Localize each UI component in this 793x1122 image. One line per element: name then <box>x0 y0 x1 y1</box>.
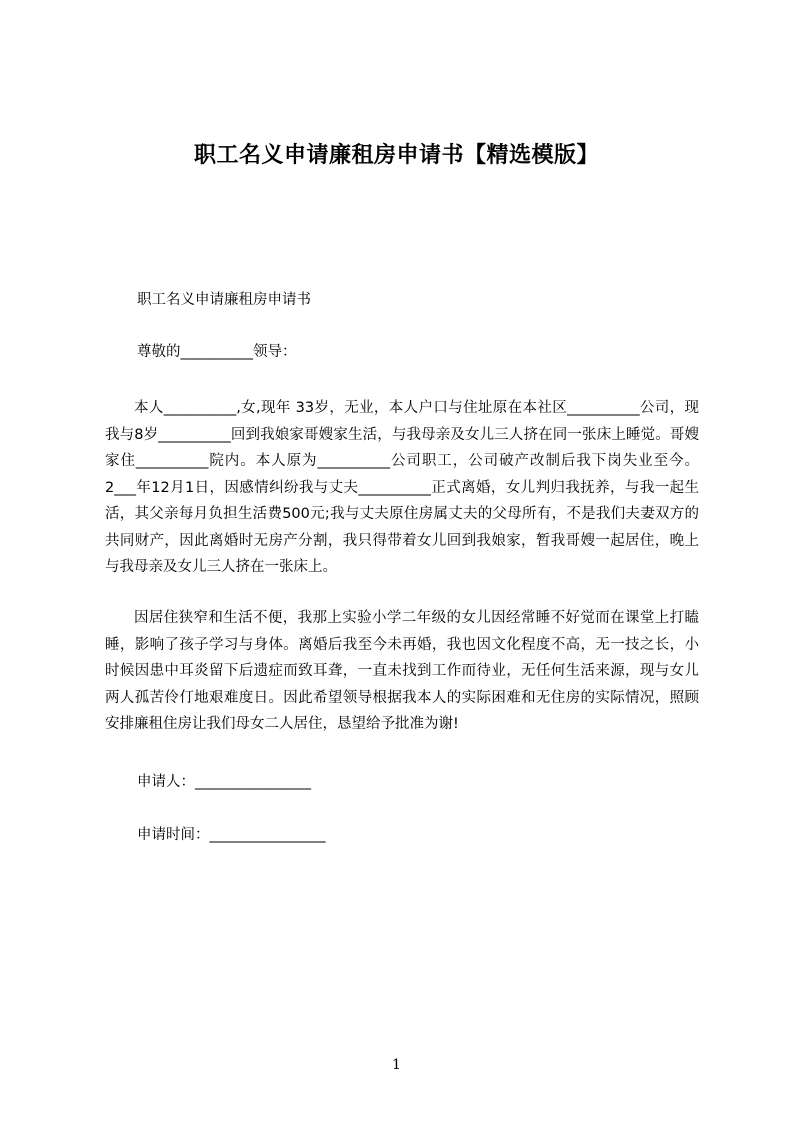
document-subtitle: 职工名义申请廉租房申请书 <box>137 292 311 308</box>
body-paragraph-1: 本人__________,女,现年 33岁，无业，本人户口与住址原在本社区__________公司，现我与8岁__________回到我娘家哥嫂家生活，与我母亲及女儿三人挤在同一张床上睡觉。哥嫂家住__________院内。本人原为__________公司职工，公司破产改制后我下岗失业至今。2___年12月1日，因感情纠纷我与丈夫__________正式离婚，女儿判归我抚养，与我一起生活，其父亲每月负担生活费500元;我与丈夫原住房属丈夫的父母所有，不是我们夫妻双方的共同财产，因此离婚时无房产分割，我只得带着女儿回到我娘家，暂我哥嫂一起居住，晚上与我母亲及女儿三人挤在一张床上。 <box>105 400 699 575</box>
page-number: 1 <box>392 1057 401 1073</box>
salutation: 尊敬的__________领导： <box>137 344 297 360</box>
applicant-signature-line: 申请人：________________ <box>137 774 311 790</box>
application-date-line: 申请时间：________________ <box>137 827 326 843</box>
body-paragraph-2: 因居住狭窄和生活不便，我那上实验小学二年级的女儿因经常睡不好觉而在课堂上打瞌睡，影响了孩子学习与身体。离婚后我至今未再婚，我也因文化程度不高，无一技之长，小时候因患中耳炎留下后遗症而致耳聋，一直未找到工作而待业，无任何生活来源，现与女儿两人孤苦伶仃地艰难度日。因此希望领导根据我本人的实际困难和无住房的实际情况，照顾安排廉租住房让我们母女二人居住，恳望给予批准为谢! <box>105 610 699 732</box>
document-title: 职工名义申请廉租房申请书【精选模版】 <box>193 143 599 168</box>
